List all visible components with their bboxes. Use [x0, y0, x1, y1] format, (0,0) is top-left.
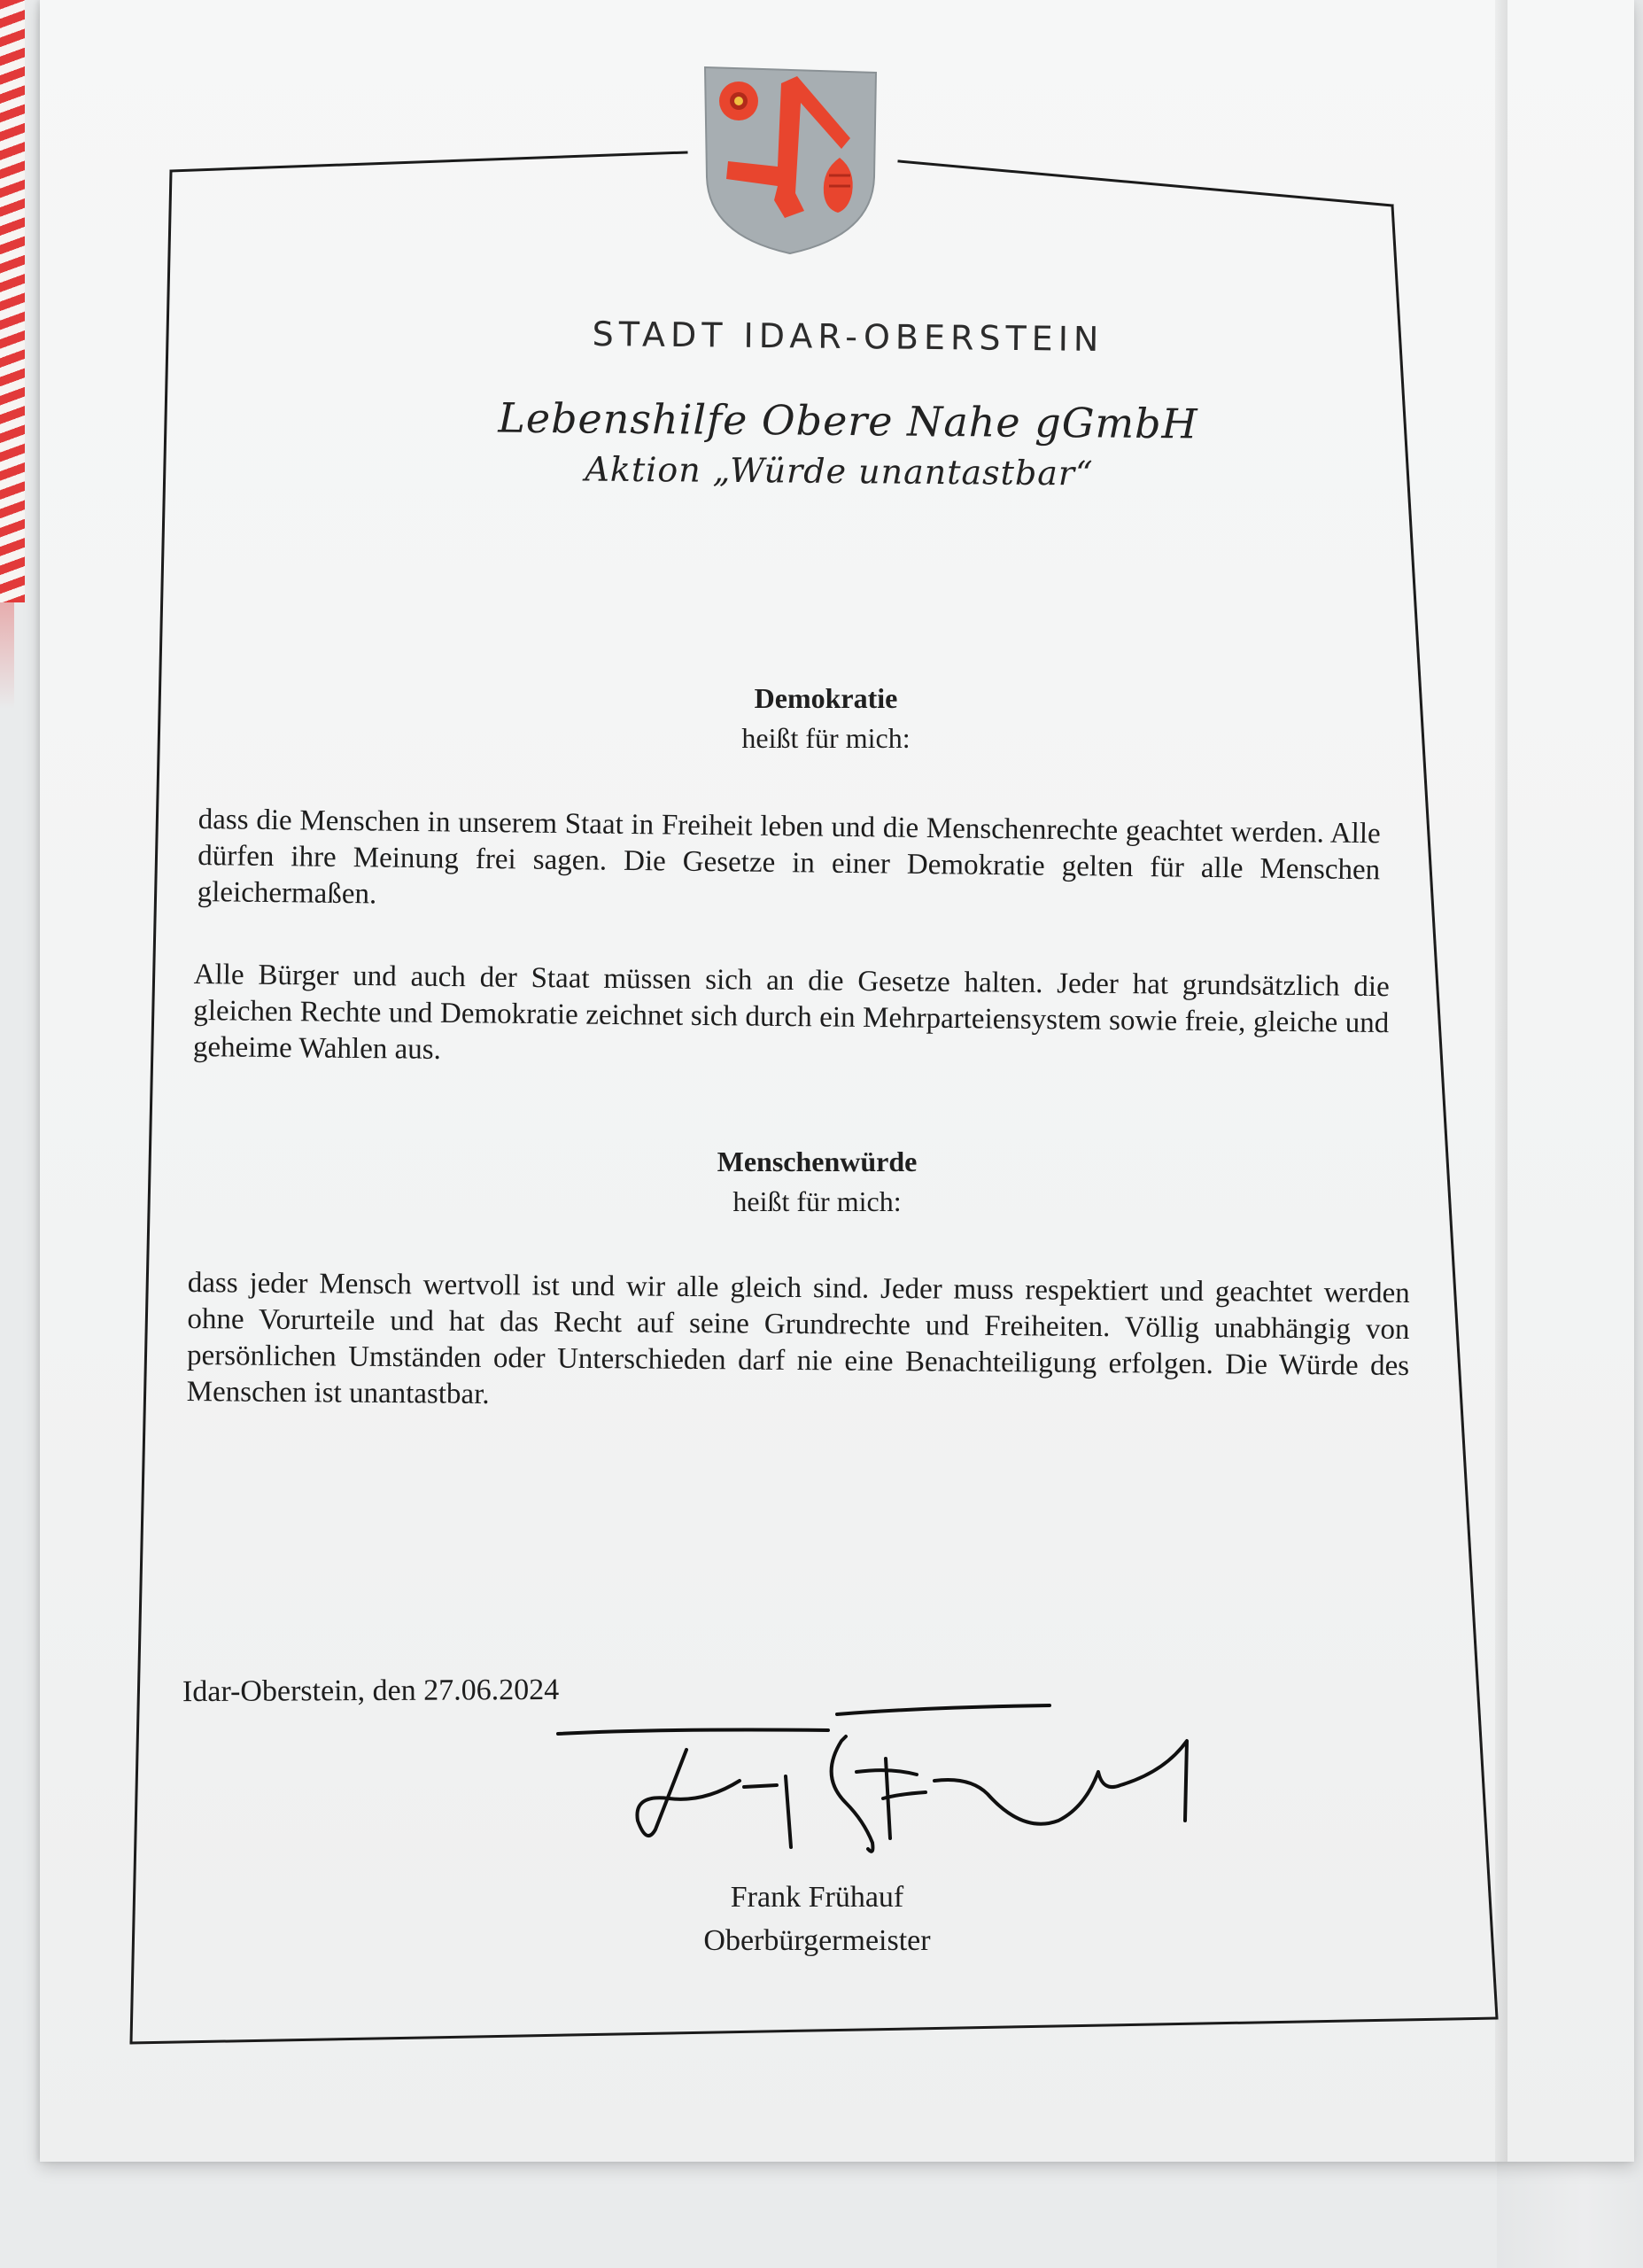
signer-title: Oberbürgermeister	[703, 1924, 931, 1957]
place-and-date: Idar-Oberstein, den 27.06.2024	[182, 1673, 560, 1709]
section-title-menschenwuerde: Menschenwürde	[717, 1146, 918, 1177]
paragraph-menschenwuerde: dass jeder Mensch wertvoll ist und wir alle gleich sind. Jeder muss respektiert und geachtet werden ohne Vorurteile und hat das Recht auf seine Grundrechte und Freiheiten. Völlig unabhängig von persönlichen Umständen oder Unterschieden darf nie eine Benachteiligung erfolgen. Die Würde des Menschen ist unantastbar.	[186, 1266, 1410, 1410]
signer-name: Frank Frühauf	[730, 1881, 904, 1914]
section-subtitle-demokratie: heißt für mich:	[741, 722, 911, 754]
city-heading: STADT IDAR-OBERSTEIN	[592, 314, 1104, 360]
campaign-title: Aktion „Würde unantastbar“	[585, 449, 1094, 493]
section-subtitle-menschenwuerde: heißt für mich:	[732, 1185, 902, 1217]
organization-name: Lebenshilfe Obere Nahe gGmbH	[498, 393, 1198, 448]
coat-of-arms-emblem	[700, 62, 881, 259]
handwritten-signature	[554, 1688, 1213, 1869]
paragraph-demokratie-1: dass die Menschen in unserem Staat in Freiheit leben und die Menschenrechte geachtet werden. Alle dürfen ihre Meinung frei sagen. Die Gesetze in einer Demokratie gelten für alle Menschen gleichermaßen.	[197, 803, 1381, 911]
paragraph-demokratie-2: Alle Bürger und auch der Staat müssen sich an die Gesetze halten. Jeder hat grundsätzlich die gleichen Rechte und Demokratie zeichnet sich durch ein Mehrparteiensystem sowie freie, gleiche und geheime Wahlen aus.	[192, 958, 1390, 1066]
section-title-demokratie: Demokratie	[754, 682, 898, 714]
